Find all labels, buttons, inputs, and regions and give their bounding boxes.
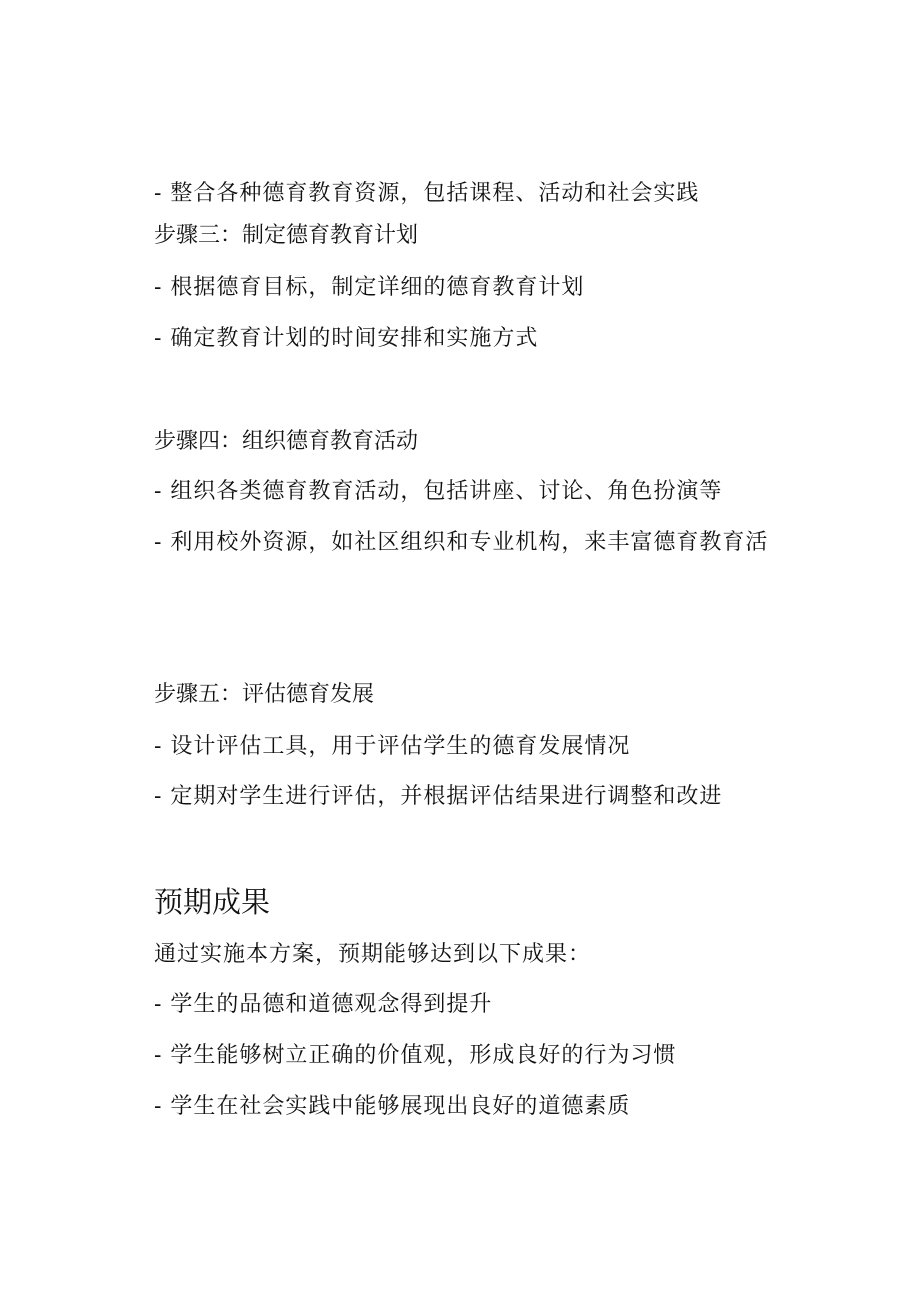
list-item: - 确定教育计划的时间安排和实施方式 — [154, 326, 539, 351]
list-item: - 整合各种德育教育资源，包括课程、活动和社会实践 — [154, 181, 700, 206]
list-item: - 利用校外资源，如社区组织和专业机构，来丰富德育教育活 — [154, 530, 769, 555]
list-item: - 定期对学生进行评估，并根据评估结果进行调整和改进 — [154, 784, 723, 809]
list-item: - 设计评估工具，用于评估学生的德育发展情况 — [154, 734, 631, 759]
list-item: - 组织各类德育教育活动，包括讲座、讨论、角色扮演等 — [154, 479, 723, 504]
step3-heading: 步骤三：制定德育教育计划 — [154, 223, 419, 248]
outcomes-intro: 通过实施本方案，预期能够达到以下成果： — [154, 942, 592, 967]
list-item: - 学生在社会实践中能够展现出良好的道德素质 — [154, 1094, 631, 1119]
outcomes-title: 预期成果 — [154, 885, 271, 919]
step5-heading: 步骤五：评估德育发展 — [154, 682, 375, 707]
step4-heading: 步骤四：组织德育教育活动 — [154, 429, 419, 454]
list-item: - 学生能够树立正确的价值观，形成良好的行为习惯 — [154, 1043, 677, 1068]
list-item: - 根据德育目标，制定详细的德育教育计划 — [154, 275, 585, 300]
list-item: - 学生的品德和道德观念得到提升 — [154, 992, 493, 1017]
